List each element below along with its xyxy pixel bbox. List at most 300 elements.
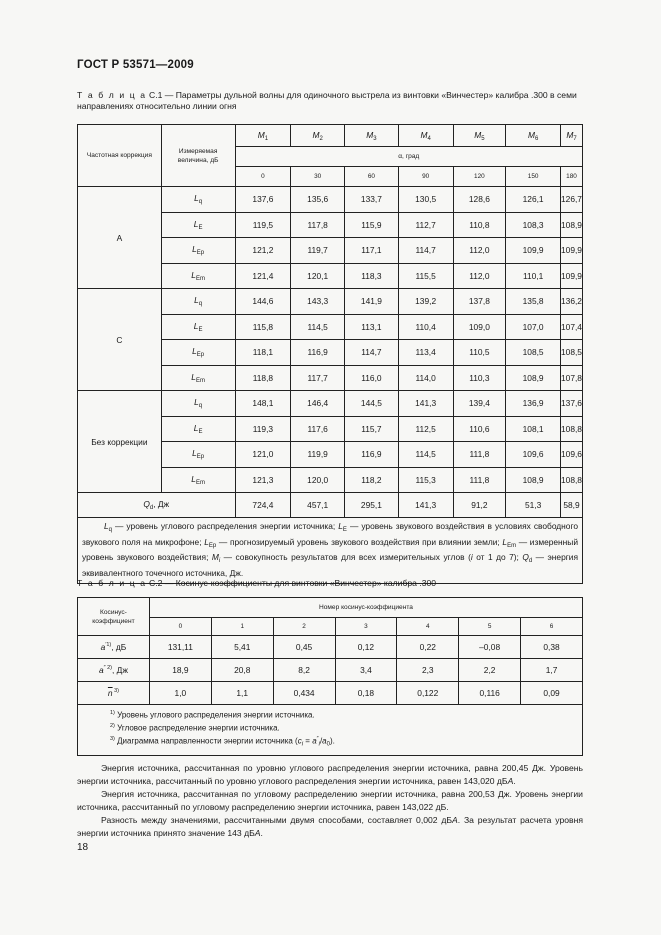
footnote-3-end: ). — [329, 736, 335, 746]
value-text: 141,9 — [360, 296, 382, 307]
value-cell — [235, 365, 291, 391]
coefficient-symbol: $\overline{n}$ — [107, 688, 113, 698]
value-cell — [345, 212, 399, 238]
value-text: 126,1 — [522, 194, 544, 205]
m-header-index: 1 — [264, 135, 269, 142]
m-header-index: 4 — [427, 135, 431, 142]
body-p3-mid: . За результат расчета уровня энергии источника принято значение 143 дБ — [77, 815, 583, 838]
coefficient-value-cell — [335, 659, 397, 682]
coefficient-value-cell — [335, 636, 397, 659]
footnote-3-prime: ″ — [316, 736, 319, 743]
value-cell — [235, 187, 291, 213]
body-p1-text: Энергия источника, рассчитанная по уровню углового распределения энергии источника, равна 200,45 Дж. Уровень энергии источника, рассчитанный по уровню углового распределения энергии источника, равен 143,020 дБ — [77, 763, 583, 786]
quantity-cell — [161, 416, 235, 442]
footnote-3-zero: 0 — [326, 741, 330, 748]
correction-group-name: C — [116, 334, 123, 345]
note-subscript: q — [108, 527, 113, 533]
coefficient-value: 0,09 — [543, 688, 560, 698]
value-cell — [291, 212, 345, 238]
qd-value: 51,3 — [524, 500, 542, 510]
coefficient-value: 0,122 — [417, 688, 439, 698]
value-cell — [506, 442, 561, 468]
value-cell — [235, 263, 291, 289]
value-cell — [506, 391, 561, 417]
m-header-symbol: M — [566, 129, 574, 140]
value-text: 110,6 — [469, 423, 490, 434]
quantity-subscript: Em — [195, 377, 205, 384]
value-text: 116,9 — [361, 449, 382, 460]
coefficient-value: 5,41 — [234, 642, 251, 652]
value-text: 144,6 — [252, 296, 274, 307]
footnote-3-slash: / — [319, 736, 323, 746]
qd-value-cell — [506, 493, 561, 518]
footnote-3-mark: 3) — [110, 736, 115, 743]
qd-value: 58,9 — [563, 500, 580, 510]
note-subscript: Ep — [208, 542, 217, 549]
coefficient-value: 8,2 — [298, 665, 310, 675]
table1-note — [78, 518, 583, 584]
value-text: 139,2 — [415, 296, 437, 307]
col-measured-quantity — [161, 125, 235, 187]
value-cell — [560, 365, 582, 391]
value-text: 110,3 — [469, 372, 490, 383]
note-text: — энергия эквивалентного точечного источника, Дж. — [82, 552, 579, 578]
coefficient-value-cell — [273, 659, 335, 682]
qd-unit: , Дж — [153, 499, 170, 509]
value-text: 112,0 — [469, 245, 490, 256]
note-text: от 1 до 7); — [472, 552, 523, 562]
table1-data-row — [78, 391, 583, 417]
table2-footnotes-row — [78, 705, 583, 756]
value-cell — [235, 340, 291, 366]
coefficient-value: 0,38 — [543, 642, 560, 652]
coefficient-value-cell — [149, 659, 211, 682]
value-text: 109,6 — [522, 449, 544, 460]
coefficient-value: 2,3 — [421, 665, 434, 675]
m-header-symbol: M — [366, 129, 374, 140]
col-cosine-coefficient-label: Косинус-коэффициент — [92, 608, 135, 625]
body-p3-unit-a: А — [452, 815, 458, 825]
qd-value: 724,4 — [252, 500, 274, 510]
table2-data-row — [78, 636, 583, 659]
value-cell — [453, 289, 506, 315]
value-cell — [560, 340, 582, 366]
value-text: 109,0 — [468, 321, 490, 332]
value-cell — [560, 212, 582, 238]
quantity-cell — [161, 442, 235, 468]
qd-value: 295,1 — [360, 500, 382, 510]
value-text: 135,8 — [522, 296, 544, 307]
value-cell — [235, 212, 291, 238]
m-header-cell — [560, 125, 582, 147]
quantity-symbol: L — [192, 448, 197, 459]
note-subscript: d — [528, 558, 533, 564]
quantity-subscript: Em — [195, 275, 205, 282]
coefficient-value: 0,18 — [357, 688, 375, 698]
m-header-symbol: M — [474, 129, 482, 140]
value-text: 121,3 — [252, 474, 274, 485]
cosine-number-cell — [397, 618, 459, 636]
quantity-symbol: L — [191, 371, 196, 382]
value-text: 110,5 — [469, 347, 490, 358]
footnote-3-a0: a — [322, 736, 327, 746]
quantity-subscript: q — [198, 301, 203, 308]
angle-value: 150 — [527, 173, 539, 180]
value-text: 119,3 — [252, 423, 274, 434]
value-cell — [235, 391, 291, 417]
value-text: 113,4 — [415, 347, 436, 358]
cosine-number-cell — [273, 618, 335, 636]
value-text: 144,5 — [360, 398, 382, 409]
qd-value-cell — [453, 493, 506, 518]
coefficient-value-cell — [459, 659, 521, 682]
body-p3-unit-b: А — [254, 828, 261, 838]
value-text: 109,9 — [522, 245, 544, 256]
value-cell — [345, 340, 399, 366]
qd-value-cell — [291, 493, 345, 518]
value-text: 116,9 — [307, 347, 328, 358]
value-text: 109,9 — [561, 270, 582, 281]
correction-group-cell — [78, 391, 162, 493]
angle-header-cell — [235, 167, 291, 187]
footnote-1-mark: 1) — [110, 710, 115, 716]
table2-caption-text: С.2 — Косинус-коэффициенты для винтовки «Винчестер» калибра .300 — [146, 578, 437, 588]
coefficient-superscript: ″ 2) — [103, 665, 113, 672]
value-cell — [453, 263, 506, 289]
value-text: 121,2 — [252, 245, 274, 256]
value-cell — [291, 391, 345, 417]
value-cell — [235, 238, 291, 264]
note-symbol: i — [470, 552, 473, 562]
m-header-index: 7 — [573, 135, 577, 142]
table1-caption-text: С.1 — Параметры дульной волны для одиночного выстрела из винтовки «Винчестер» калибра .300 в семи направлениях относительно линии огня — [77, 90, 577, 111]
value-cell — [235, 442, 291, 468]
table2-data-row — [78, 659, 583, 682]
value-cell — [453, 238, 506, 264]
value-cell — [235, 289, 291, 315]
value-text: 116,0 — [361, 372, 382, 383]
value-cell — [560, 416, 582, 442]
value-cell — [506, 238, 561, 264]
coefficient-value: 0,12 — [357, 642, 375, 652]
value-cell — [398, 238, 453, 264]
value-cell — [235, 467, 291, 493]
quantity-cell — [161, 289, 235, 315]
value-cell — [235, 416, 291, 442]
correction-group-cell — [78, 289, 162, 391]
coefficient-value-cell — [149, 682, 211, 705]
quantity-symbol: L — [191, 473, 196, 484]
value-text: 118,8 — [252, 372, 274, 383]
quantity-symbol: L — [191, 269, 196, 280]
value-cell — [453, 416, 506, 442]
cosine-number-cell — [335, 618, 397, 636]
value-cell — [291, 263, 345, 289]
value-cell — [506, 263, 561, 289]
coefficient-value-cell — [335, 682, 397, 705]
value-cell — [345, 314, 399, 340]
quantity-symbol: L — [192, 346, 197, 357]
m-header-cell — [453, 125, 506, 147]
value-cell — [345, 365, 399, 391]
value-text: 110,1 — [522, 270, 544, 281]
quantity-subscript: E — [198, 326, 203, 333]
coefficient-value-cell — [459, 682, 521, 705]
coefficient-value-cell — [211, 636, 273, 659]
footnote-3-eq: = — [303, 736, 313, 746]
angle-value: 90 — [422, 173, 430, 180]
coefficient-value-cell — [397, 682, 459, 705]
angle-header-cell — [453, 167, 506, 187]
cosine-number-header-label: Номер косинус-коэффициента — [318, 604, 413, 611]
value-text: 141,3 — [415, 398, 437, 409]
coefficient-value-cell — [211, 659, 273, 682]
value-cell — [453, 340, 506, 366]
quantity-cell — [161, 238, 235, 264]
value-cell — [345, 263, 399, 289]
footnote-2-mark: 2) — [110, 723, 115, 730]
footnote-1-text: Уровень углового распределения энергии источника. — [114, 710, 315, 720]
m-header-cell — [235, 125, 291, 147]
quantity-cell — [161, 314, 235, 340]
value-cell — [506, 365, 561, 391]
value-cell — [398, 314, 453, 340]
body-p3-text: Разность между значениями, рассчитанными двумя способами, составляет 0,002 дБ — [101, 815, 453, 825]
table2-header-row — [78, 598, 583, 618]
table1-data-row — [78, 187, 583, 213]
coefficient-value-cell — [521, 636, 583, 659]
quantity-cell — [161, 391, 235, 417]
m-header-index: 5 — [481, 135, 485, 142]
cosine-number: 3 — [364, 623, 368, 630]
table1 — [77, 124, 583, 584]
quantity-symbol: L — [194, 397, 199, 408]
value-text: 108,1 — [522, 423, 544, 434]
coefficient-unit: , Дж — [112, 665, 128, 675]
value-cell — [398, 391, 453, 417]
value-cell — [235, 314, 291, 340]
angle-header-cell — [506, 167, 561, 187]
value-text: 128,6 — [468, 194, 490, 205]
value-text: 108,3 — [522, 219, 544, 230]
quantity-symbol: L — [194, 295, 199, 306]
quantity-cell — [161, 467, 235, 493]
value-cell — [398, 340, 453, 366]
coefficient-value: 18,9 — [172, 665, 189, 675]
value-text: 107,8 — [561, 372, 582, 383]
table1-caption — [77, 90, 583, 112]
value-text: 109,9 — [561, 245, 582, 256]
value-cell — [398, 187, 453, 213]
table1-note-row — [78, 518, 583, 584]
value-text: 119,9 — [307, 449, 328, 460]
value-cell — [453, 365, 506, 391]
value-text: 120,1 — [307, 270, 329, 281]
value-cell — [506, 187, 561, 213]
coefficient-value: 0,434 — [293, 688, 315, 698]
value-cell — [291, 340, 345, 366]
value-text: 115,8 — [252, 321, 274, 332]
value-text: 118,3 — [361, 270, 382, 281]
document-header: ГОСТ Р 53571—2009 — [77, 59, 194, 71]
note-symbol: L — [104, 521, 109, 531]
value-cell — [453, 442, 506, 468]
angle-value: 0 — [261, 173, 265, 180]
value-text: 120,0 — [307, 474, 329, 485]
value-cell — [506, 212, 561, 238]
coefficient-superscript: 3) — [112, 688, 119, 695]
value-cell — [506, 467, 561, 493]
table1-caption-label: Т а б л и ц а — [77, 90, 147, 100]
quantity-subscript: Ep — [196, 352, 205, 359]
value-cell — [506, 314, 561, 340]
value-cell — [398, 289, 453, 315]
page-number: 18 — [77, 842, 89, 853]
value-cell — [398, 263, 453, 289]
value-text: 108,9 — [522, 474, 544, 485]
value-cell — [345, 187, 399, 213]
qd-value: 141,3 — [415, 500, 437, 510]
value-text: 136,2 — [561, 296, 582, 307]
body-p1-unit: А — [507, 776, 514, 786]
value-text: 115,5 — [415, 270, 436, 281]
angle-header-cell — [345, 167, 399, 187]
value-text: 136,9 — [522, 398, 544, 409]
value-text: 121,0 — [252, 449, 274, 460]
footnote-1 — [78, 708, 582, 721]
qd-value: 457,1 — [307, 500, 329, 510]
value-cell — [345, 289, 399, 315]
table2-footnotes — [78, 705, 583, 756]
quantity-symbol: L — [193, 218, 199, 229]
coefficient-value-cell — [273, 636, 335, 659]
m-header-cell — [398, 125, 453, 147]
value-cell — [453, 314, 506, 340]
m-header-index: 2 — [319, 135, 323, 142]
value-text: 117,7 — [307, 372, 328, 383]
coefficient-unit: , дБ — [111, 642, 127, 652]
coefficient-value-cell — [273, 682, 335, 705]
value-text: 115,9 — [361, 219, 382, 230]
value-cell — [345, 416, 399, 442]
value-text: 108,8 — [561, 423, 582, 434]
quantity-subscript: E — [198, 428, 203, 435]
col-cosine-coefficient — [78, 598, 150, 636]
quantity-symbol: L — [194, 193, 199, 204]
value-cell — [506, 340, 561, 366]
m-header-symbol: M — [527, 129, 535, 140]
value-text: 117,8 — [307, 219, 328, 230]
coefficient-value-cell — [459, 636, 521, 659]
coefficient-label-cell — [78, 659, 150, 682]
value-cell — [560, 391, 582, 417]
coefficient-value: 2,2 — [483, 665, 496, 675]
value-text: 115,3 — [415, 474, 436, 485]
value-cell — [398, 365, 453, 391]
value-cell — [291, 442, 345, 468]
cosine-number-cell — [149, 618, 211, 636]
coefficient-value-cell — [149, 636, 211, 659]
value-cell — [506, 289, 561, 315]
cosine-number-cell — [211, 618, 273, 636]
cosine-number-cell — [459, 618, 521, 636]
coefficient-label-cell — [78, 682, 150, 705]
value-text: 107,0 — [522, 321, 544, 332]
m-header-cell — [291, 125, 345, 147]
value-text: 108,5 — [522, 347, 544, 358]
value-text: 114,7 — [415, 245, 436, 256]
value-text: 108,8 — [561, 474, 582, 485]
angle-value: 30 — [314, 173, 322, 180]
value-cell — [398, 442, 453, 468]
quantity-symbol: L — [192, 244, 197, 255]
table1-data-row — [78, 289, 583, 315]
alpha-header — [235, 147, 582, 167]
body-text — [77, 762, 583, 840]
value-text: 114,0 — [415, 372, 436, 383]
coefficient-value: 1,7 — [545, 665, 558, 675]
note-subscript: Em — [507, 542, 517, 549]
footnote-3-ai: i — [318, 741, 320, 748]
m-header-cell — [345, 125, 399, 147]
qd-value-cell — [560, 493, 582, 518]
value-cell — [560, 238, 582, 264]
value-text: 139,4 — [468, 398, 490, 409]
alpha-header-label: α, град — [398, 153, 420, 160]
value-cell — [345, 391, 399, 417]
coefficient-value-cell — [521, 659, 583, 682]
note-symbol: L — [502, 536, 508, 547]
note-symbol: L — [204, 536, 209, 547]
value-cell — [560, 187, 582, 213]
table1-header-row-m — [78, 125, 583, 147]
qd-value: 91,2 — [471, 500, 488, 510]
note-text: — измеренный уровень звукового воздействия; — [82, 536, 579, 562]
coefficient-value: –0,08 — [479, 642, 501, 652]
coefficient-value: 3,4 — [360, 665, 372, 675]
note-subscript: E — [342, 527, 347, 533]
coefficient-symbol: a — [100, 642, 106, 652]
value-text: 114,5 — [415, 449, 436, 460]
footnote-3-a: a — [312, 736, 317, 746]
col-frequency-correction-label: Частотная коррекция — [86, 152, 152, 159]
value-text: 146,4 — [307, 398, 329, 409]
value-text: 135,6 — [307, 194, 329, 205]
coefficient-value: 1,0 — [174, 688, 187, 698]
quantity-subscript: q — [198, 199, 203, 206]
value-cell — [453, 467, 506, 493]
value-cell — [453, 187, 506, 213]
qd-value-cell — [398, 493, 453, 518]
correction-group-cell — [78, 187, 162, 289]
value-text: 137,6 — [252, 194, 274, 205]
note-symbol: M — [211, 552, 219, 562]
footnote-3 — [78, 734, 582, 750]
m-header-symbol: M — [312, 129, 320, 140]
quantity-cell — [161, 187, 235, 213]
value-text: 108,9 — [561, 219, 582, 230]
correction-group-name: Без коррекции — [91, 436, 148, 447]
coefficient-superscript: ′1) — [105, 642, 112, 649]
coefficient-value-cell — [211, 682, 273, 705]
coefficient-value: 20,8 — [234, 665, 251, 675]
value-text: 107,4 — [561, 321, 582, 332]
value-text: 108,9 — [522, 372, 544, 383]
angle-value: 60 — [367, 173, 375, 180]
body-p1-end: . — [513, 776, 516, 786]
footnote-2-text: Угловое распределение энергии источника. — [114, 723, 280, 733]
value-cell — [345, 467, 399, 493]
